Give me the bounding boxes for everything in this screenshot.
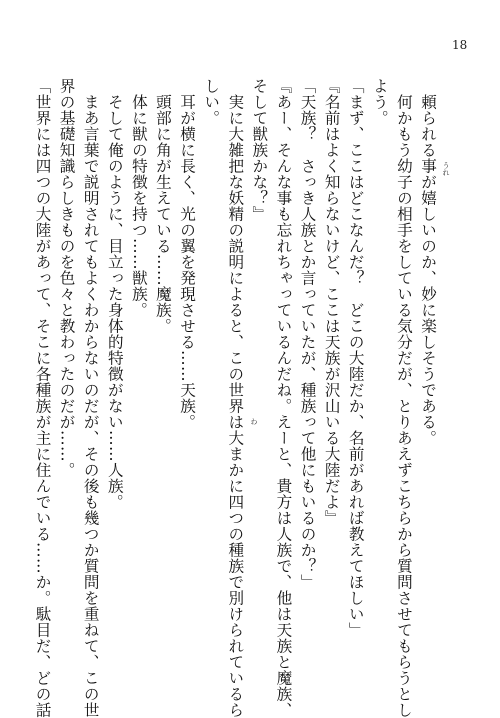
ruby-reading-wake: わ <box>250 418 258 425</box>
text-line-1: 頼られる事が嬉しいのか、妙に楽しそうである。 <box>419 93 437 446</box>
text-line-9: 実に大雑把な妖精の説明によると、この世界は大まかに四つの種族で別けられているら <box>226 93 245 718</box>
text-line-8: そして獣族かな？』 <box>250 78 269 222</box>
text-line-4: 「まず、ここはどこなんだ？ どこの大陸だか、名前があれば教えてほしい」 <box>346 78 365 638</box>
text-line-6: 「天族？ さっき人族とか言っていたが、種族って他にもいるのか？」 <box>298 78 317 590</box>
text-line-5: 『名前はよく知らないけど、ここは天族が沢山いる大陸だよ』 <box>322 78 341 526</box>
text-line-17: 「世界には四つの大陸があって、そこに各種族が主に住んでいる……か。駄目だ、どの話 <box>33 78 52 718</box>
text-line-7: 『あー、そんな事も忘れちゃっているんだね。えーと、貴方は人族で、他は天族と魔族、 <box>274 78 293 718</box>
ruby-reading-ureshii: うれ <box>442 162 450 176</box>
text-line-16: 界の基礎知識らしきものを色々と教わったのだが……。 <box>57 78 76 478</box>
page-number: 18 <box>452 38 468 52</box>
text-line-12: 頭部に角が生えている……魔族。 <box>153 93 172 334</box>
text-line-11: 耳が横に長く、光の翼を発現させる……天族。 <box>178 93 197 430</box>
text-line-15: まあ言葉で説明されてもよくわからないのだが、その後も幾つか質問を重ねて、この世 <box>81 93 100 718</box>
text-line-10: しい。 <box>202 78 221 126</box>
text-line-13: 体に獣の特徴を持つ……獣族。 <box>129 93 148 318</box>
text-line-2: 何かもう幼子の相手をしている気分だが、とりあえずこちらから質問させてもらうとし <box>394 93 413 718</box>
text-line-14: そして俺のように、目立った身体的特徴がない……人族。 <box>105 93 124 510</box>
text-line-3: よう。 <box>370 78 389 126</box>
body-text <box>33 78 440 718</box>
